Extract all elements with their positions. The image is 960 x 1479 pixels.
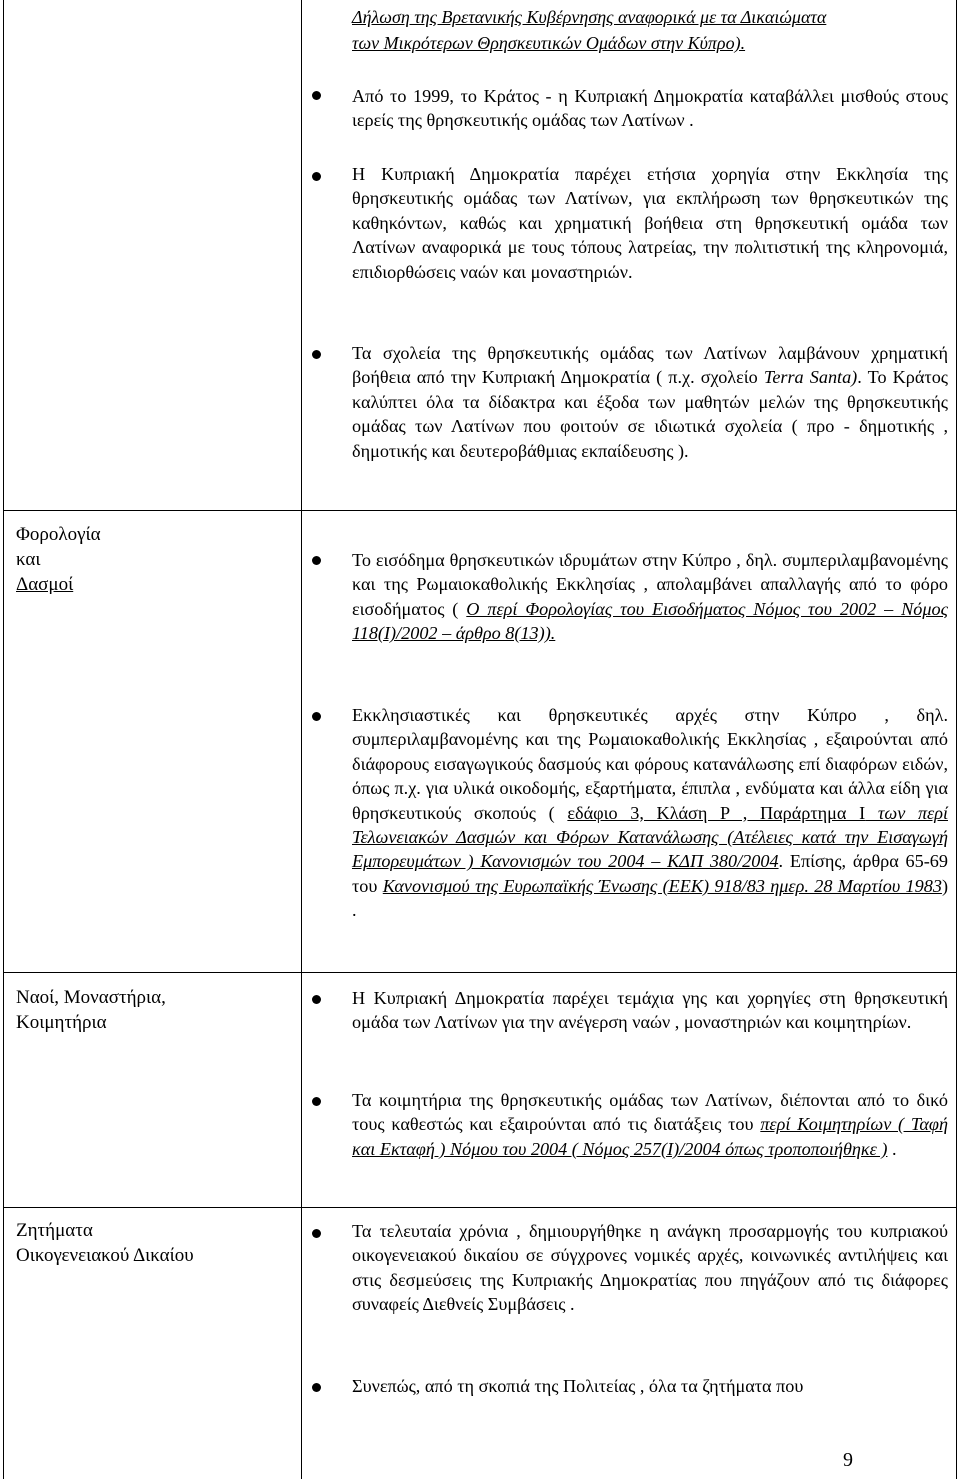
page-number: 9	[843, 1449, 853, 1471]
list-item-text	[352, 548, 948, 646]
list-item-text	[352, 341, 948, 463]
law-reference: Ο περί Φορολογίας του Εισοδήματος Νόμος του 2002 – Νόμος 118(Ι)/2002 – άρθρο 8(13)).	[352, 598, 949, 644]
intro-line-2: των Μικρότερων Θρησκευτικών Ομάδων στην Κύπρο).	[352, 33, 746, 53]
text-run: Τα σχολεία της θρησκευτικής ομάδας των Λατίνων λαμβάνουν χρηματική βοήθεια από την Κυπριακή Δημοκρατία ( π.χ. σχολείο	[352, 343, 948, 388]
bullet-icon	[312, 1229, 321, 1238]
bullet-icon	[312, 712, 321, 721]
section-label-line: και	[16, 549, 41, 570]
section-label-line: Δασμοί	[16, 574, 74, 595]
text-run: Το εισόδημα θρησκευτικών ιδρυμάτων στην Κύπρο , δηλ. συμπεριλαμβανομένης και της Ρωμαιοκαθολικής Εκκλησίας , απολαμβάνει απαλλαγής από το φόρο εισοδήματος (	[352, 550, 948, 619]
list-item	[352, 1088, 948, 1161]
text-run: . Το Κράτος καλύπτει όλα τα δίδακτρα και έξοδα των μαθητών μελών της θρησκευτικής ομάδας των Λατίνων που φοιτούν σε ιδιωτικά σχολεία ( προ - δημοτικής , δημοτικής και δευτεροβάθμιας εκπαίδευσης ).	[352, 367, 948, 461]
list-item-text	[352, 703, 948, 923]
intro-reference	[352, 4, 950, 56]
law-reference: Κανονισμού της Ευρωπαϊκής Ένωσης (ΕΕΚ) 918/83 ημερ. 28 Μαρτίου 1983	[382, 875, 942, 896]
section-label-line: Φορολογία	[16, 524, 101, 545]
section-label-churches	[16, 985, 296, 1035]
list-item	[352, 1374, 948, 1398]
bullet-icon	[312, 91, 321, 100]
bullet-icon	[312, 350, 321, 359]
law-reference: των περί Τελωνειακών Δασμών και Φόρων Κατανάλωσης (Ατέλειες κατά την Εισαγωγή Εμπορευμάτων ) Κανονισμών του 2004 – ΚΔΠ 380/2004	[352, 802, 948, 872]
text-run: ) .	[352, 875, 948, 921]
bullet-icon	[312, 995, 321, 1004]
bullet-icon	[312, 1097, 321, 1106]
school-name: Terra Santa)	[763, 367, 858, 388]
section-label-line: Ζητήματα	[16, 1220, 93, 1241]
text-run: Τα κοιμητήρια της θρησκευτικής ομάδας των Λατίνων, διέπονται από το δικό τους καθεστώς και εξαιρούνται από τις διατάξεις του	[352, 1090, 948, 1135]
law-reference: εδάφιο 3, Κλάση Ρ , Παράρτημα Ι	[567, 802, 866, 823]
list-item	[352, 548, 948, 646]
bullet-icon	[312, 556, 321, 565]
list-item-text: Η Κυπριακή Δημοκρατία παρέχει ετήσια χορηγία στην Εκκλησία της θρησκευτικής ομάδας των Λατίνων, για εκπλήρωση των θρησκευτικών της καθηκόντων, καθώς και χρηματική βοήθεια στη θρησκευτική ομάδα των Λατίνων αναφορικά με τους τόπους λατρείας, την πολιτιστική της κληρονομιά, επιδιορθώσεις ναών και μοναστηριών.	[352, 164, 948, 282]
section-label-line: Ναοί, Μοναστήρια,	[16, 987, 166, 1008]
law-reference: περί Κοιμητηρίων ( Ταφή και Εκταφή ) Νόμου του 2004 ( Νόμος 257(Ι)/2004 όπως τροποποιήθηκε )	[352, 1114, 948, 1159]
list-item	[352, 1219, 948, 1317]
list-item	[352, 341, 948, 463]
section-label-family-law	[16, 1218, 296, 1268]
list-item-text	[352, 1088, 948, 1161]
list-item	[352, 162, 948, 284]
bullet-icon	[312, 172, 321, 181]
list-item-text: Η Κυπριακή Δημοκρατία παρέχει τεμάχια γης και χορηγίες στη θρησκευτική ομάδα των Λατίνων για την ανέγερση ναών , μοναστηριών και κοιμητηρίων.	[352, 988, 948, 1033]
text-run: . Επίσης, άρθρα 65-69 του	[352, 851, 948, 896]
list-item-text: Τα τελευταία χρόνια , δημιουργήθηκε η ανάγκη προσαρμογής του κυπριακού οικογενειακού δικαίου σε σύγχρονες νομικές αρχές, κοινωνικές αντιλήψεις και στις δεσμεύσεις της Κυπριακής Δημοκρατίας που πηγάζουν από τις διάφορες συναφείς Διεθνείς Συμβάσεις .	[352, 1221, 948, 1315]
section-label-taxation	[16, 522, 296, 597]
list-item-text: Συνεπώς, από τη σκοπιά της Πολιτείας , όλα τα ζητήματα που	[352, 1376, 804, 1396]
bullet-icon	[312, 1383, 321, 1392]
list-item	[352, 84, 948, 133]
text-run: Εκκλησιαστικές και θρησκευτικές αρχές στην Κύπρο , δηλ. συμπεριλαμβανομένης και της Ρωμαιοκαθολικής Εκκλησίας , εξαιρούνται από διάφορους εισαγωγικούς δασμούς και φόρους κατανάλωσης επί διαφόρων ειδών, όπως π.χ. για υλικά οικοδομής, εξαρτήματα, έπιπλα , ενδύματα και άλλα είδη για θρησκευτικούς σκοπούς (	[352, 705, 948, 823]
list-item	[352, 986, 948, 1035]
section-label-line: Κοιμητήρια	[16, 1012, 107, 1033]
list-item	[352, 703, 948, 923]
list-item-text: Από το 1999, το Κράτος - η Κυπριακή Δημοκρατία καταβάλλει μισθούς στους ιερείς της θρησκευτικής ομάδας των Λατίνων .	[352, 86, 948, 131]
section-label-line: Οικογενειακού Δικαίου	[16, 1245, 194, 1266]
text-run: .	[887, 1138, 897, 1159]
intro-line-1: Δήλωση της Βρετανικής Κυβέρνησης αναφορικά με τα Δικαιώματα	[352, 7, 827, 27]
